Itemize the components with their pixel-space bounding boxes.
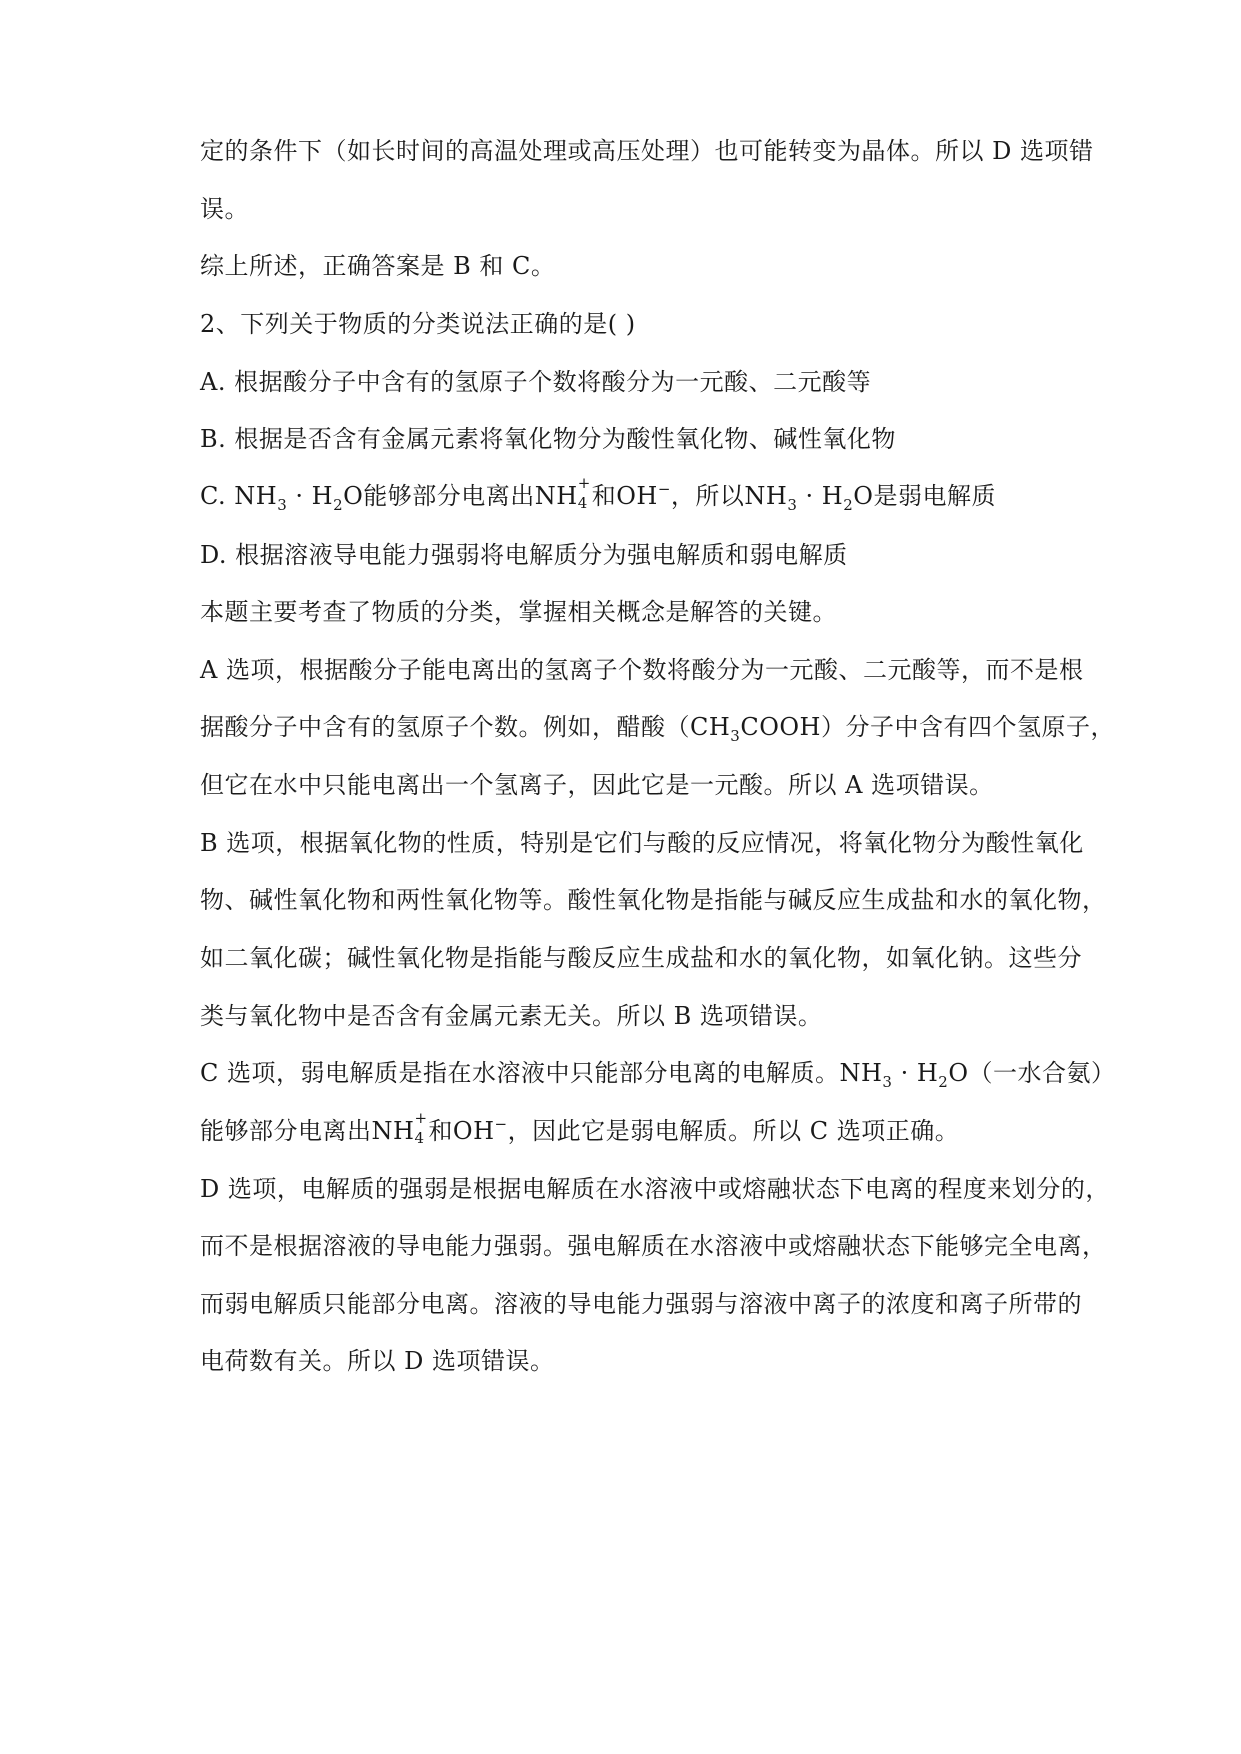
text-run: O是弱电解质 <box>853 482 996 510</box>
text-line: 本题主要考查了物质的分类，掌握相关概念是解答的关键。 <box>200 598 837 626</box>
ion-charge <box>577 474 592 512</box>
text-run: C. NH <box>200 482 278 510</box>
text-line: 定的条件下（如长时间的高温处理或高压处理）也可能转变为晶体。所以 D 选项错 <box>200 137 1094 165</box>
text-line <box>200 1109 960 1147</box>
superscript: + <box>577 474 591 492</box>
text-run: 和OH <box>591 482 658 510</box>
text-line <box>200 712 1115 745</box>
subscript: 3 <box>277 496 288 514</box>
text-line: 误。 <box>200 195 249 223</box>
subscript: 2 <box>938 1073 949 1091</box>
ion-charge <box>414 1109 428 1147</box>
text-run: 据酸分子中含有的氢原子个数。例如，醋酸（CH <box>200 713 731 741</box>
subscript: 3 <box>787 496 798 514</box>
superscript: + <box>414 1109 428 1127</box>
text-line: 综上所述，正确答案是 B 和 C。 <box>200 252 556 280</box>
text-run: · H <box>287 482 334 510</box>
subscript: 4 <box>577 494 588 512</box>
text-line: 而不是根据溶液的导电能力强弱。强电解质在水溶液中或熔融状态下能够完全电离， <box>200 1232 1107 1260</box>
subscript: 4 <box>414 1129 425 1147</box>
text-line: 物、碱性氧化物和两性氧化物等。酸性氧化物是指能与碱反应生成盐和水的氧化物， <box>200 886 1107 914</box>
text-run: · H <box>797 482 844 510</box>
text-line: 而弱电解质只能部分电离。溶液的导电能力强弱与溶液中离子的浓度和离子所带的 <box>200 1290 1082 1318</box>
subscript: 3 <box>882 1073 893 1091</box>
text-line: A 选项，根据酸分子能电离出的氢离子个数将酸分为一元酸、二元酸等，而不是根 <box>200 656 1084 684</box>
question-title: 2、下列关于物质的分类说法正确的是( ) <box>200 310 636 338</box>
text-line: 但它在水中只能电离出一个氢离子，因此它是一元酸。所以 A 选项错误。 <box>200 771 994 799</box>
option-c <box>200 474 996 514</box>
option-d: D. 根据溶液导电能力强弱将电解质分为强电解质和弱电解质 <box>200 541 848 569</box>
option-a: A. 根据酸分子中含有的氢原子个数将酸分为一元酸、二元酸等 <box>200 368 872 396</box>
text-run: O能够部分电离出NH <box>343 482 578 510</box>
subscript: 2 <box>333 496 344 514</box>
text-line: 电荷数有关。所以 D 选项错误。 <box>200 1347 555 1375</box>
subscript: 3 <box>730 727 741 745</box>
superscript: − <box>494 1115 508 1133</box>
text-line <box>200 1058 1116 1091</box>
text-run: COOH）分子中含有四个氢原子， <box>740 713 1115 741</box>
text-line: 类与氧化物中是否含有金属元素无关。所以 B 选项错误。 <box>200 1002 823 1030</box>
superscript: − <box>657 480 671 498</box>
option-b: B. 根据是否含有金属元素将氧化物分为酸性氧化物、碱性氧化物 <box>200 425 896 453</box>
text-line: D 选项，电解质的强弱是根据电解质在水溶液中或熔融状态下电离的程度来划分的， <box>200 1175 1110 1203</box>
text-run: ，因此它是弱电解质。所以 C 选项正确。 <box>507 1117 960 1145</box>
text-run: · H <box>892 1059 939 1087</box>
text-run: 和OH <box>428 1117 495 1145</box>
text-run: O（一水合氨） <box>948 1059 1116 1087</box>
text-run: C 选项，弱电解质是指在水溶液中只能部分电离的电解质。NH <box>200 1059 883 1087</box>
text-run: ，所以NH <box>670 482 788 510</box>
text-line: B 选项，根据氧化物的性质，特别是它们与酸的反应情况，将氧化物分为酸性氧化 <box>200 829 1084 857</box>
subscript: 2 <box>843 496 854 514</box>
text-run: 能够部分电离出NH <box>200 1117 415 1145</box>
text-line: 如二氧化碳；碱性氧化物是指能与酸反应生成盐和水的氧化物，如氧化钠。这些分 <box>200 944 1082 972</box>
